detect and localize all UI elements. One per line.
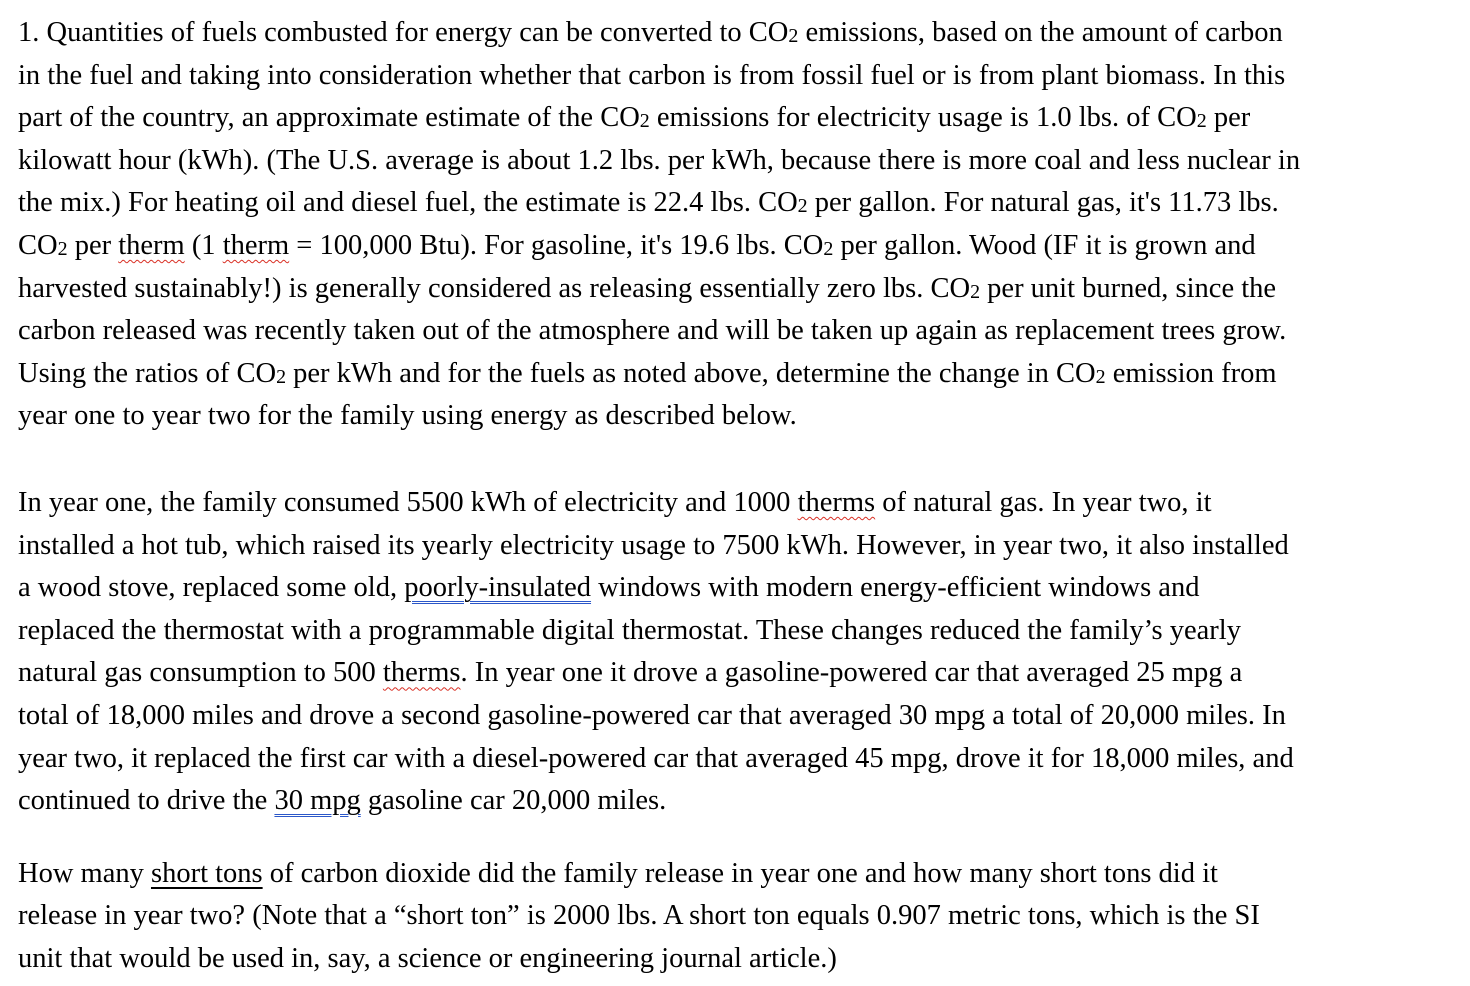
document-page (18, 12, 1468, 980)
text-line: In year one, the family consumed 5500 kWh of electricity and 1000 therms of natural gas. In year two, it (18, 486, 1212, 518)
paragraph-problem-statement (18, 12, 1468, 438)
text-line: the mix.) For heating oil and diesel fuel, the estimate is 22.4 lbs. $CO_2$ per gallon. For natural gas, it's 11.73 lbs. (18, 187, 1279, 219)
text-line: $CO_2$ per therm (1 therm = 100,000 Btu). For gasoline, it's 19.6 lbs. $CO_2$ per gallon. Wood (IF it is grown and (18, 229, 1256, 261)
text-line: How many short tons of carbon dioxide did the family release in year one and how many short tons did it (18, 857, 1218, 889)
text-line: installed a hot tub, which raised its yearly electricity usage to 7500 kWh. However, in year two, it also installed (18, 529, 1289, 561)
paragraph-question (18, 853, 1468, 981)
spelling-flag-therms[interactable]: therms (382, 657, 461, 689)
text-line: carbon released was recently taken out of the atmosphere and will be taken up again as replacement trees grow. (18, 315, 1287, 347)
text-line: harvested sustainably!) is generally considered as releasing essentially zero lbs. $CO_2$ per unit burned, since the (18, 272, 1277, 304)
text-line: kilowatt hour (kWh). (The U.S. average is about 1.2 lbs. per kWh, because there is more coal and less nuclear in (18, 144, 1301, 176)
text-line: unit that would be used in, say, a science or engineering journal article.) (18, 942, 837, 974)
text-line: 1. Quantities of fuels combusted for energy can be converted to $CO_2$ emissions, based on the amount of carbon (18, 17, 1283, 48)
text-line: a wood stove, replaced some old, poorly-insulated windows with modern energy-efficient windows and (18, 572, 1200, 604)
text-line: release in year two? (Note that a “short ton” is 2000 lbs. A short ton equals 0.907 metric tons, which is the SI (18, 900, 1260, 932)
spelling-flag-therm[interactable]: therm (118, 229, 185, 261)
text-line: replaced the thermostat with a programmable digital thermostat. These changes reduced the family’s yearly (18, 614, 1241, 646)
grammar-flag-poorly-insulated[interactable]: poorly-insulated (404, 572, 592, 604)
text-line: year two, it replaced the first car with a diesel-powered car that averaged 45 mpg, drove it for 18,000 miles, and (18, 742, 1294, 774)
text-line: part of the country, an approximate estimate of the $CO_2$ emissions for electricity usage is 1.0 lbs. of $CO_2$ per (18, 102, 1251, 134)
text-line: in the fuel and taking into consideration whether that carbon is from fossil fuel or is from plant biomass. In this (18, 59, 1286, 91)
text-line: total of 18,000 miles and drove a second gasoline-powered car that averaged 30 mpg a total of 20,000 miles. In (18, 699, 1286, 731)
grammar-flag-30-mpg[interactable]: 30 mpg (274, 785, 361, 817)
text-line: continued to drive the 30 mpg gasoline car 20,000 miles. (18, 785, 667, 817)
spelling-flag-therm[interactable]: therm (222, 229, 290, 261)
text-line: natural gas consumption to 500 therms. In year one it drove a gasoline-powered car that averaged 25 mpg a (18, 657, 1243, 689)
spelling-flag-therms[interactable]: therms (797, 486, 876, 518)
paragraph-family-scenario (18, 482, 1468, 823)
text-line: year one to year two for the family using energy as described below. (18, 400, 797, 432)
text-line: Using the ratios of $CO_2$ per kWh and for the fuels as noted above, determine the change in $CO_2$ emission from (18, 357, 1277, 389)
underlined-short-tons: short tons (150, 857, 263, 889)
